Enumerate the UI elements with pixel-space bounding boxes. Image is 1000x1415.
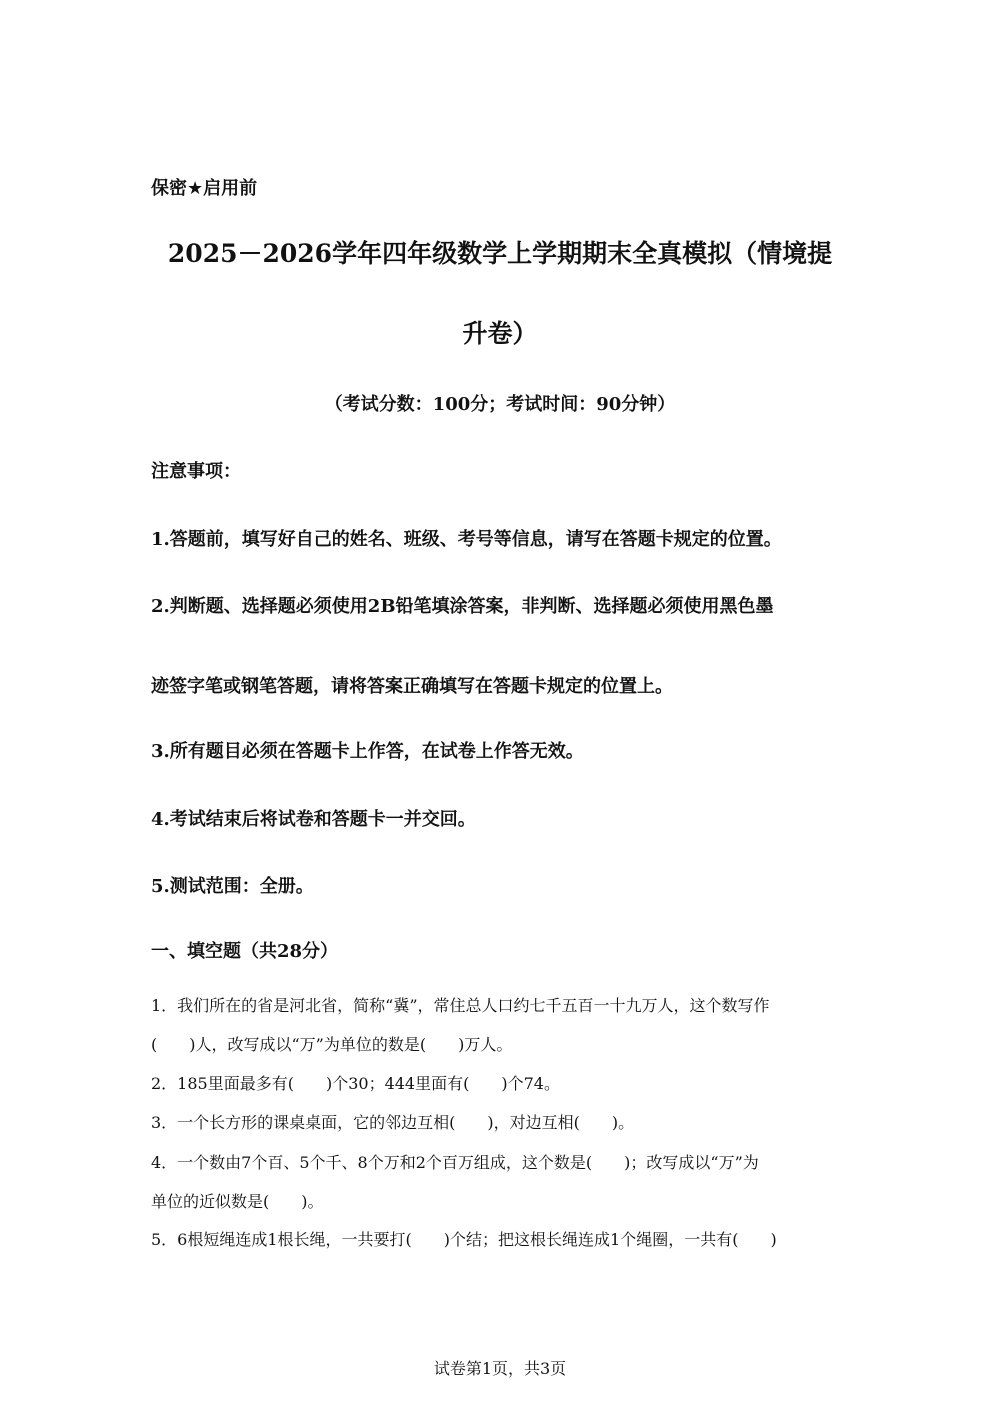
question-line: 5．6根短绳连成1根长绳，一共要打( )个结；把这根长绳连成1个绳圈，一共有( ) (151, 1230, 777, 1249)
question-line: 2．185里面最多有( )个30；444里面有( )个74。 (151, 1074, 560, 1093)
page-title-line-2: 升卷） (462, 319, 538, 348)
secret-label: 保密★启用前 (151, 178, 258, 199)
page-title-line-1: 2025－2026学年四年级数学上学期期末全真模拟（情境提 (167, 239, 833, 268)
question-line: 4．一个数由7个百、5个千、8个万和2个百万组成，这个数是( )；改写成以“万”为 (151, 1153, 759, 1172)
exam-info: （考试分数：100分；考试时间：90分钟） (324, 394, 676, 415)
notice-item: 1.答题前，填写好自己的姓名、班级、考号等信息，请写在答题卡规定的位置。 (151, 529, 782, 550)
notice-item: 4.考试结束后将试卷和答题卡一并交回。 (151, 809, 476, 830)
question-line: 3．一个长方形的课桌桌面，它的邻边互相( )，对边互相( )。 (151, 1113, 635, 1132)
question-line: 1．我们所在的省是河北省，简称“冀”，常住总人口约七千五百一十九万人，这个数写作 (151, 996, 770, 1015)
notice-heading: 注意事项： (151, 461, 241, 482)
notice-item: 3.所有题目必须在答题卡上作答，在试卷上作答无效。 (151, 741, 584, 762)
notice-item-continued: 迹签字笔或钢笔答题，请将答案正确填写在答题卡规定的位置上。 (151, 676, 673, 697)
notice-item: 5.测试范围：全册。 (151, 876, 314, 897)
question-line: 单位的近似数是( )。 (151, 1192, 324, 1211)
question-line: ( )人，改写成以“万”为单位的数是( )万人。 (151, 1035, 513, 1054)
section-heading: 一、填空题（共28分） (151, 941, 339, 962)
notice-item: 2.判断题、选择题必须使用2B铅笔填涂答案，非判断、选择题必须使用黑色墨 (151, 596, 774, 617)
page-footer: 试卷第1页，共3页 (433, 1359, 567, 1378)
